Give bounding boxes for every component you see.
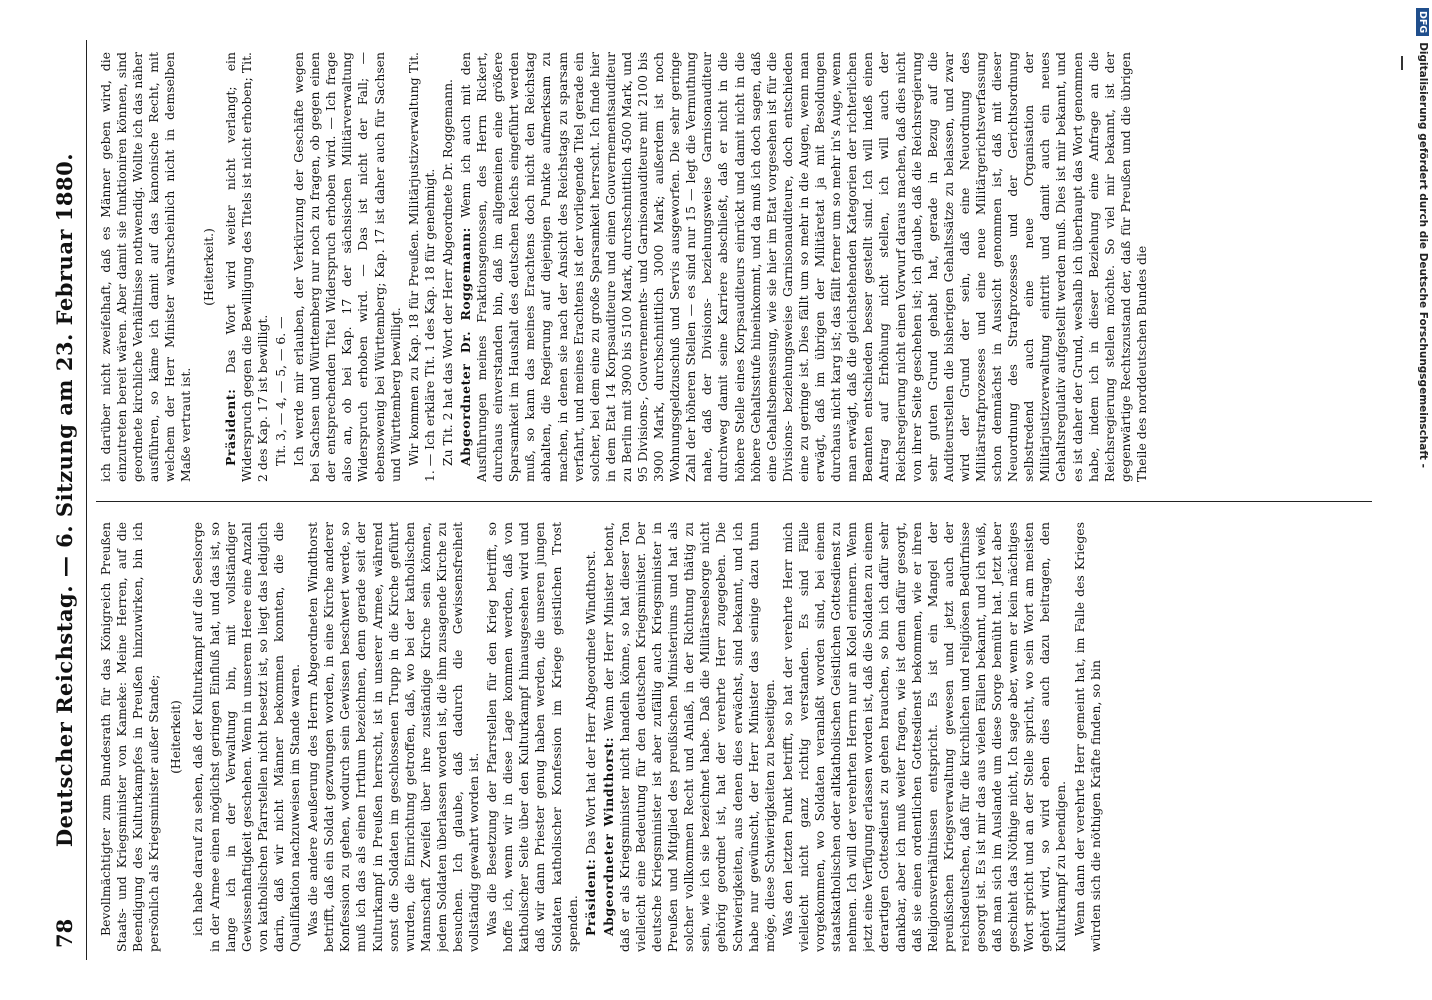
paragraph-text: Wir kommen zu Kap. 18 für Preußen. Militärjustizverwaltung Tit. 1. — Ich erkläre Tit. 1 des Kap. 18 für genehmigt. [405, 52, 437, 482]
paragraph-text: Tit. 3, — 4, — 5, — 6. — [272, 316, 288, 466]
paragraph [780, 522, 1070, 952]
paragraph [458, 52, 1150, 482]
paragraph-text: Wenn dann der verehrte Herr gemeint hat, im Falle des Krieges würden sich die nöthigen Kräfte finden, so bin [1071, 522, 1103, 952]
paragraph [601, 522, 778, 952]
paragraph-text: Das Wort hat der Herr Abgeordnete Windthorst. [582, 550, 598, 855]
paragraph [201, 52, 217, 482]
paragraph-text: Wenn der Herr Minister betont, daß er als Kriegsminister nicht handeln könne, so hat dieser Ton vielleicht eine Bedeutung für den deutschen Kriegsminister. Der deutsche Kriegsminister ist aber zufällig auch Kriegsminister in Preußen und Mitglied des preußischen Ministeriums und hat als solcher vollkommen Recht und Anlaß, in der Richtung thätig zu sein, wie ich sie bezeichnet habe. Daß die Militärseelsorge nicht gehörig geordnet ist, hat der verehrte Herr zugegeben. Die Schwierigkeiten, aus denen dies erwächst, sind bekannt, und ich habe nur gewünscht, der Herr Minister das seinige dazu thun möge, diese Schwierigkeiten zu beseitigen. [600, 522, 777, 952]
paragraph-text: Bevollmächtigter zum Bundesrath für das Königreich Preußen Staats- und Kriegsminister von Kameke: Meine Herren, auf die Beendigung des Kulturkampfes in Preußen hinzuwirken, bin ich persönlich als Kriegsminister außer Stande; [98, 522, 162, 952]
paragraph [1072, 522, 1104, 952]
paragraph [406, 52, 438, 482]
paragraph [583, 522, 599, 952]
running-head [52, 40, 82, 960]
digitization-strip [1414, 8, 1432, 998]
paragraph [223, 52, 271, 482]
paragraph [98, 52, 195, 482]
paragraph-text: Wenn ich auch mit den Ausführungen meines Fraktionsgenossen, des Herrn Rickert, durchaus einverstanden bin, daß im allgemeinen eine größere Sparsamkeit im Haushalt des deutschen Reichs eingeführt werden muß, so kann das meines Erachtens doch nicht den Reichstag abhalten, die Regierung auf diejenigen Punkte aufmerksam zu machen, in denen sie nach der Ansicht des Reichstags zu sparsam verfahrt, und meines Erachtens ist der vorliegende Titel gerade ein solcher, bei dem eine zu große Sparsamkeit herrscht. Ich finde hier in dem Etat 14 Korpsauditeure und einen Gouvernementsauditeur zu Berlin mit 3900 bis 5100 Mark, durchschnittlich 4500 Mark, und 95 Divisions-, Gouvernements- und Garnisonauditeure mit 2100 bis 3900 Mark, durchschnittlich 3000 Mark; außerdem ist noch Wohnungsgeldzuschuß und Servis ausgeworfen. Die sehr geringe Zahl der höheren Stellen — es sind nur 15 — legt die Vermuthung nahe, daß der Divisions- beziehungsweise Garnisonauditeur durchweg damit seine Karriere abschließt, daß er nicht in die höhere Stelle eines Korpsauditeurs einrückt und damit nicht in die höhere Gehaltsstufe hineinkommt, und da muß ich doch sagen, daß eine Gehaltsbemessung, wie sie hier im Etat vorgesehen ist für die Divisions- beziehungsweise Garnisonauditeure, doch entschieden eine zu geringe ist. Dies fällt um so mehr in die Augen, wenn man erwägt, daß im übrigen der Militäretat ja mit Besoldungen durchaus nicht karg ist; das fällt ferner um so mehr in's Auge, wenn man erwägt, daß die gleichstehenden Kategorien der richterlichen Beamten entschieden besser gestellt sind. Ich will indeß einen Antrag auf Erhöhung nicht stellen, ich will auch der Reichsregierung nicht einen Vorwurf daraus machen, daß dies nicht von ihrer Seite geschehen ist; ich glaube, daß die Reichsregierung sehr guten Grund gehabt hat, gerade in Bezug auf die Auditeurstellen die bisherigen Gehaltssätze zu belassen, und zwar wird der Grund der sein, daß eine Neuordnung des Militärstrafprozesses und eine neue Militärgerichtsverfassung schon demnächst in Aussicht genommen ist, daß mit dieser Neuordnung des Strafprozesses und der Gerichtsordnung selbstredend auch eine neue Organisation der Militärjustizverwaltung eintritt und damit auch ein neues Gehaltsregulativ aufgestellt werden muß. Dies ist mir bekannt, und es ist daher der Grund, weshalb ich überhaupt das Wort genommen habe, indem ich in dieser Beziehung eine Anfrage an die Reichsregierung stellen möchte. So viel mir bekannt, ist der gegenwärtige Rechtszustand der, daß für Preußen und die übrigen Theile des norddeutschen Bundes die [457, 52, 1149, 482]
page-number: 78 [52, 918, 77, 948]
paragraph-text: Was den letzten Punkt betrifft, so hat der verehrte Herr mich vielleicht nicht ganz richtig verstanden. Es sind Fälle vorgekommen, wo Soldaten veranlaßt worden sind, bei einem staatskatholischen oder altkatholischen Geistlichen Gottesdienst zu nehmen. Ich will der verehrten Herrn nur an Kolel erinnern. Wenn jetzt eine Verfügung erlassen worden ist, daß die Soldaten zu einem derartigen Gottesdienst zu gehen brauchen, so bin ich dafür sehr dankbar, aber ich muß weiter fragen, wie ist denn dafür gesorgt, daß sie einen ordentlichen Gottesdienst bekommen, wie er ihren Religionsverhältnissen entspricht. Es ist ein Mangel der preußischen Kriegsverwaltung gewesen und jetzt auch der reichsdeutschen, daß für die kirchlichen und religiösen Bedürfnisse gesorgt ist. Es ist mir das aus vielen Fällen bekannt, und ich weiß, daß man sich im Auslande um diese Sorge bemüht hat. Jetzt aber geschieht das Nöthige nicht, Ich sage aber, wenn er kein mächtiges Wort spricht und an der Stelle spricht, wo sein Wort am meisten gehört wird, so wird eben dies auch dazu beitragen, den Kulturkampf zu beendigen. [779, 522, 1069, 952]
paragraph-text: Was die Besetzung der Pfarrstellen für den Krieg betrifft, so hoffe ich, wenn wir in diese Lage kommen werden, daß von katholischer Seite über den Kulturkampf hinausgesehen wird und daß wir dann Priester genug haben werden, die unseren jungen Soldaten katholischer Konfession im Kriege geistlichen Trost spenden. [484, 522, 580, 952]
left-column [98, 522, 1352, 952]
paragraph-text: Was die andere Aeußerung des Herrn Abgeordneten Windthorst betrifft, daß ein Soldat gezwungen worden, in eine Kirche anderer Konfession zu gehen, wodurch sein Gewissen beschwert werde, so muß ich das als einen Irrthum bezeichnen, denn gerade seit der Kulturkampf in Preußen herrscht, ist in unserer Armee, während sonst die Soldaten im geschlossenen Trupp in die Kirche geführt wurden, die Einrichtung getroffen, daß, wo bei der katholischen Mannschaft Zweifel über ihre zuständige Kirche sein können, jedem Soldaten überlassen worden ist, die ihm zusagende Kirche zu besuchen. Ich glaube, daß dadurch die Gewissensfreiheit vollständig gewahrt worden ist. [305, 522, 482, 952]
speaker-name: Präsident: [582, 858, 598, 936]
paragraph [98, 522, 162, 952]
header-rule [86, 40, 87, 960]
paragraph-text: Ich werde mir erlauben, der Verkürzung der Geschäfte wegen bei Sachsen und Württemberg nur noch zu fragen, ob gegen einen der entsprechenden Titel Widerspruch erhoben wird. — Ich frage also an, ob bei Kap. 17 der sächsischen Militärverwaltung Widerspruch erhoben wird. — Das ist nicht der Fall; — ebensowenig bei Württemberg; Kap. 17 ist daher auch für Sachsen und Württemberg bewilligt. [291, 52, 403, 482]
paragraph [440, 52, 456, 482]
digitization-notice: Digitalisierung gefördert durch die Deutsche Forschungsgemeinschaft - [1417, 42, 1429, 468]
paragraph-text: ich habe darauf zu sehen, daß der Kulturkampf auf die Seelsorge in der Armee einen möglichst geringen Einfluß hat, und das ist, so lange ich in der Verwaltung bin, mit vollständiger Gewissenhaftigkeit geschehen. Wenn in unserem Heere eine Anzahl von katholischen Pfarrstellen nicht besetzt ist, so liegt das lediglich darin, daß wir nicht Männer bekommen konnten, die die Qualifikation nachzuweisen im Stande waren. [190, 522, 303, 952]
column-divider [96, 501, 1372, 502]
paragraph [190, 522, 303, 952]
dfg-logo-icon: DFG [1416, 8, 1429, 36]
paragraph [484, 522, 581, 952]
speaker-name: Abgeordneter Dr. Roggemann: [457, 227, 473, 466]
paragraph [273, 52, 289, 482]
paragraph-text: (Heiterkeit.) [200, 228, 216, 306]
speaker-name: Präsident: [222, 388, 238, 466]
paragraph [291, 52, 404, 482]
paragraph [168, 522, 184, 952]
paragraph-text: Das Wort wird weiter nicht verlangt; ein Widerspruch gegen die Bewilligung des Titels ist nicht erhoben; Tit. 2 des Kap. 17 ist bewilligt. [222, 52, 270, 482]
page-title: Deutscher Reichstag. — 6. Sitzung am 23. Februar 1880. [52, 152, 77, 848]
scan-mark [1401, 56, 1403, 70]
paragraph-text: (Heiterkeit) [168, 700, 184, 774]
paragraph-text: ich darüber nicht zweifelhaft, daß es Männer geben wird, die einzutreten bereit wären. Aber damit sie funktioniren können, sind geordnete kirchliche Verhältnisse nothwendig. Wollte ich das näher ausführen, so käme ich damit auf das kanonische Recht, mit welchem der Herr Minister wahrscheinlich nicht in demselben Maße vertraut ist. [98, 52, 194, 482]
paragraph-text: Zu Tit. 2 hat das Wort der Herr Abgeordnete Dr. Roggemann. [439, 79, 455, 466]
right-column [98, 52, 1352, 482]
speaker-name: Abgeordneter Windthorst: [600, 736, 616, 936]
paragraph [305, 522, 482, 952]
